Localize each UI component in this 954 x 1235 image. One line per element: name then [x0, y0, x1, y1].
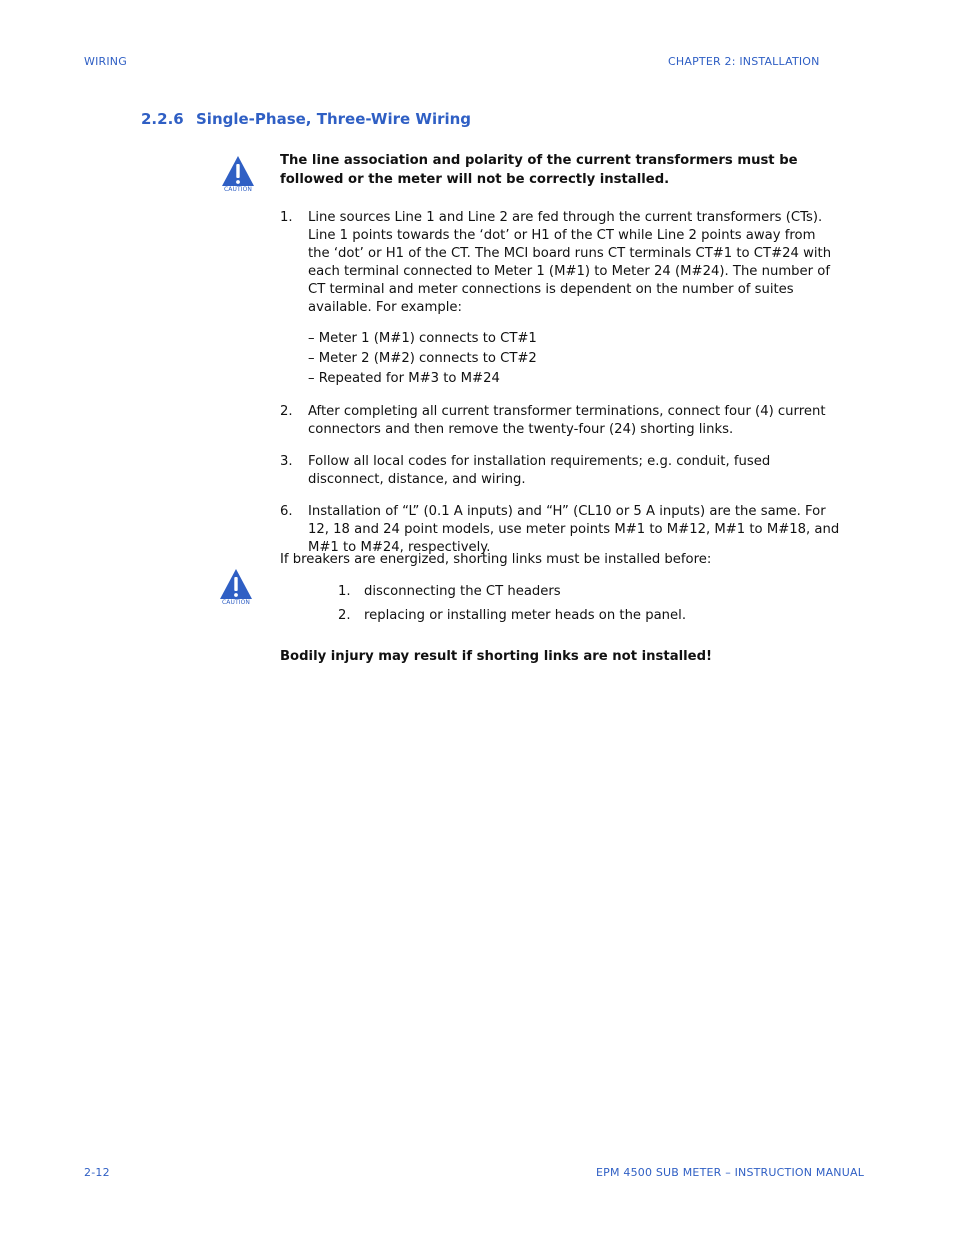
list-item-text: Installation of “L” (0.1 A inputs) and “H” (CL10 or 5 A inputs) are the same. For 12, 18 and 24 point models, use meter points M#1 to M#12, M#1 to M#18, and M#1 to M#24, respectively.: [308, 504, 840, 555]
sublist-item: – Repeated for M#3 to M#24: [308, 371, 500, 386]
list-item-text: replacing or installing meter heads on the panel.: [364, 608, 687, 623]
list-item-number: 6.: [280, 504, 293, 519]
warning-triangle-icon: [219, 568, 253, 600]
list-item: [280, 209, 840, 389]
sublist-item: – Meter 2 (M#2) connects to CT#2: [308, 351, 537, 366]
list-item-number: 1.: [280, 210, 293, 225]
running-header-section: WIRING: [84, 55, 127, 68]
list-item-number: 2.: [280, 404, 293, 419]
section-heading: [141, 110, 471, 128]
list-item: [338, 607, 838, 625]
caution-icon: [221, 155, 255, 193]
page-number: 2-12: [84, 1166, 110, 1179]
warning-triangle-icon: [221, 155, 255, 187]
list-item-text: Line sources Line 1 and Line 2 are fed through the current transformers (CTs). Line 1 points towards the ‘dot’ or H1 of the CT while Line 2 points away from the ‘dot’ or H1 of the CT. The MCI board runs CT terminals CT#1 to CT#24 with each terminal connected to Meter 1 (M#1) to Meter 24 (M#24). The number of CT terminal and meter connections is dependent on the number of suites available. For example:: [308, 210, 832, 315]
meter-mapping-sublist: [308, 329, 840, 389]
running-footer-title: EPM 4500 SUB METER – INSTRUCTION MANUAL: [596, 1166, 865, 1179]
sublist-item: – Meter 1 (M#1) connects to CT#1: [308, 331, 537, 346]
list-item: [338, 583, 838, 601]
list-item-number: 3.: [280, 454, 293, 469]
breaker-note: If breakers are energized, shorting links must be installed before:: [280, 552, 712, 567]
section-title-text: Single-Phase, Three-Wire Wiring: [196, 110, 472, 128]
list-item-number: 1.: [338, 584, 351, 599]
wiring-steps-list: [280, 209, 840, 571]
list-item: [280, 453, 840, 489]
list-item-text: After completing all current transformer terminations, connect four (4) current connectors and then remove the twenty-four (24) shorting links.: [308, 404, 826, 437]
list-item-text: disconnecting the CT headers: [364, 584, 561, 599]
caution-label: CAUTION: [223, 186, 253, 193]
injury-warning: Bodily injury may result if shorting links are not installed!: [280, 649, 713, 664]
shorting-link-steps: [338, 583, 838, 631]
list-item: [280, 503, 840, 557]
list-item: [280, 403, 840, 439]
section-number: 2.2.6: [141, 110, 184, 128]
caution-label: CAUTION: [221, 599, 251, 606]
polarity-warning: The line association and polarity of the current transformers must be followed or the meter will not be correctly installed.: [280, 153, 798, 187]
list-item-number: 2.: [338, 608, 351, 623]
running-header-chapter: CHAPTER 2: INSTALLATION: [668, 55, 820, 68]
caution-icon: [219, 568, 253, 606]
list-item-text: Follow all local codes for installation requirements; e.g. conduit, fused disconnect, distance, and wiring.: [308, 454, 771, 487]
